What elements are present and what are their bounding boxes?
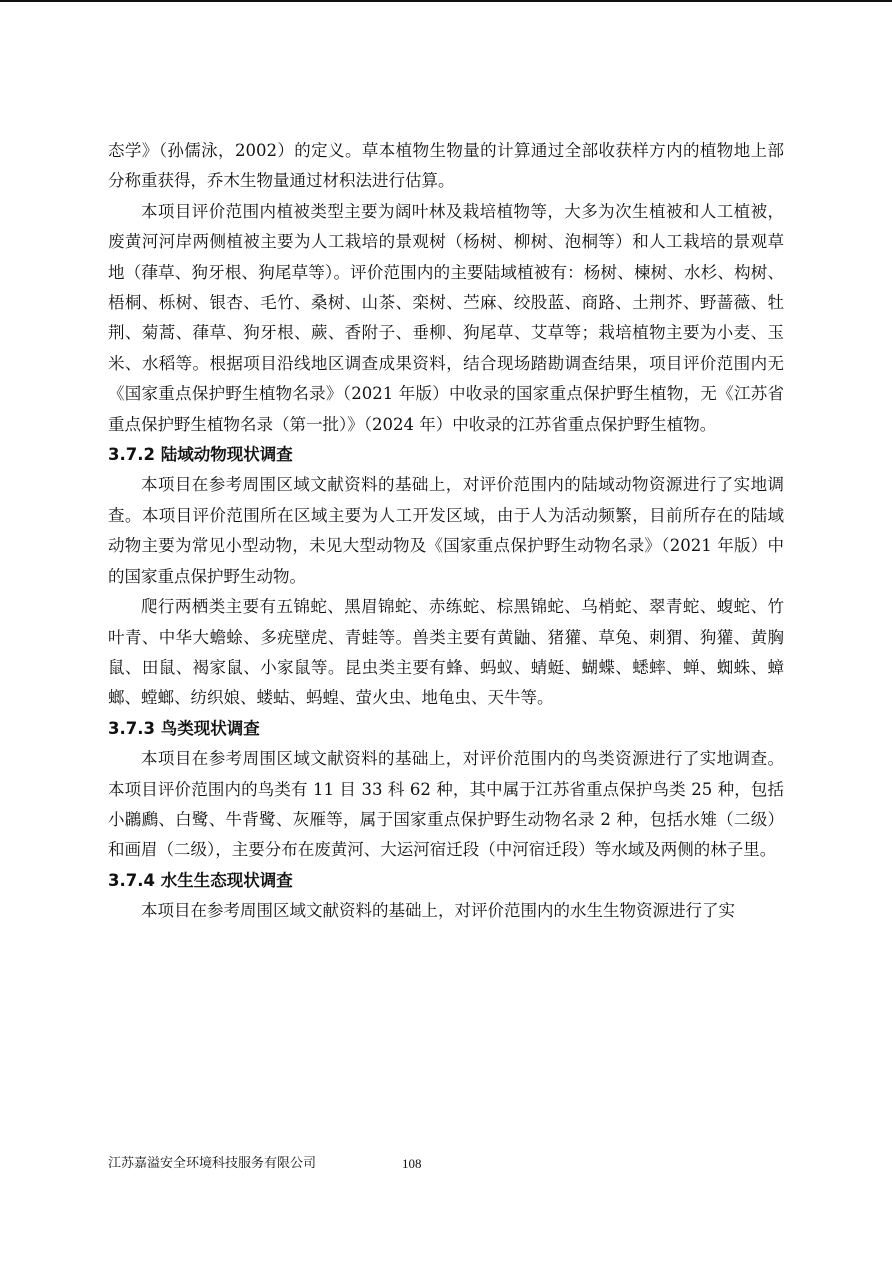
- paragraph-aquatic: 本项目在参考周围区域文献资料的基础上，对评价范围内的水生生物资源进行了实: [141, 901, 735, 921]
- page-number: 108: [402, 1156, 422, 1171]
- footer-company: 江苏嘉溢安全环境科技服务有限公司: [108, 1156, 317, 1171]
- heading-3-7-2: 3.7.2 陆域动物现状调查: [108, 445, 293, 465]
- paragraph-continuation: 态学》（孙儒泳，2002）的定义。草本植物生物量的计算通过全部收获样方内的植物地上部分称重获得，乔木生物量通过材积法进行估算。: [108, 141, 784, 191]
- paragraph-land-animals: 本项目在参考周围区域文献资料的基础上，对评价范围内的陆域动物资源进行了实地调查。本项目评价范围所在区域主要为人工开发区域，由于人为活动频繁，目前所存在的陆域动物主要为常见小型动物，未见大型动物及《国家重点保护野生动物名录》（2021 年版）中的国家重点保护野生动物。: [108, 475, 784, 586]
- heading-3-7-4: 3.7.4 水生生态现状调查: [108, 870, 293, 890]
- paragraph-birds: 本项目在参考周围区域文献资料的基础上，对评价范围内的鸟类资源进行了实地调查。本项目评价范围内的鸟类有 11 目 33 科 62 种，其中属于江苏省重点保护鸟类 25 种，包括小鸊鷉、白鹭、牛背鹭、灰雁等，属于国家重点保护野生动物名录 2 种，包括水雉（二级）和画眉（二级），主要分布在废黄河、大运河宿迁段（中河宿迁段）等水域及两侧的林子里。: [108, 749, 784, 860]
- header-rule: [0, 0, 892, 2]
- heading-3-7-3: 3.7.3 鸟类现状调查: [108, 718, 260, 738]
- paragraph-vegetation: 本项目评价范围内植被类型主要为阔叶林及栽培植物等，大多为次生植被和人工植被，废黄河河岸两侧植被主要为人工栽培的景观树（杨树、柳树、泡桐等）和人工栽培的景观草地（葎草、狗牙根、狗尾草等）。评价范围内的主要陆域植被有：杨树、楝树、水杉、构树、梧桐、栎树、银杏、毛竹、桑树、山茶、栾树、苎麻、绞股蓝、商路、土荆芥、野蔷薇、牡荆、菊蒿、葎草、狗牙根、蕨、香附子、垂柳、狗尾草、艾草等；栽培植物主要为小麦、玉米、水稻等。根据项目沿线地区调查成果资料，结合现场踏勘调查结果，项目评价范围内无《国家重点保护野生植物名录》（2021 年版）中收录的国家重点保护野生植物，无《江苏省重点保护野生植物名录（第一批）》（2024 年）中收录的江苏省重点保护野生植物。: [108, 201, 784, 434]
- paragraph-species-list: 爬行两栖类主要有五锦蛇、黑眉锦蛇、赤练蛇、棕黑锦蛇、乌梢蛇、翠青蛇、蝮蛇、竹叶青、中华大蟾蜍、多疣壁虎、青蛙等。兽类主要有黄鼬、猪獾、草兔、刺猬、狗獾、黄胸鼠、田鼠、褐家鼠、小家鼠等。昆虫类主要有蜂、蚂蚁、蜻蜓、蝴蝶、蟋蟀、蝉、蜘蛛、蟑螂、螳螂、纺织娘、蝼蛄、蚂蝗、萤火虫、地龟虫、天牛等。: [108, 597, 784, 708]
- document-body: [108, 136, 784, 927]
